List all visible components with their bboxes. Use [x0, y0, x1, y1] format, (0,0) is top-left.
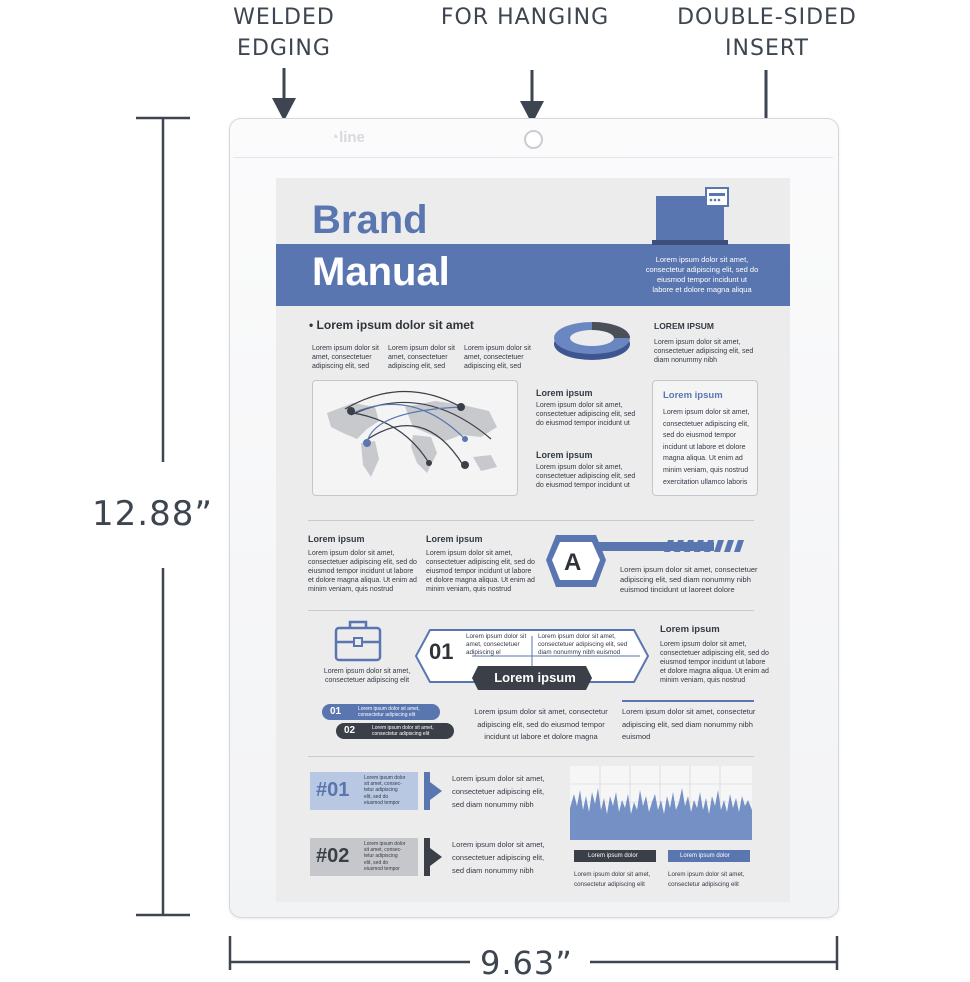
pill-text: [358, 706, 420, 718]
text-line: do eiusmod tempor incidunt ut: [536, 420, 630, 427]
panel-heading: Lorem ipsum: [663, 390, 723, 401]
text-line: magna aliqua. Ut enim ad: [663, 455, 743, 463]
text-line: adipiscing elit, sed diam nonummy nibh: [622, 719, 753, 729]
text-line: consectetur adipiscing elit: [372, 731, 430, 737]
mid-block-heading: Lorem ipsum: [536, 388, 593, 398]
text-line: Lorem ipsum dolor sit amet,: [536, 402, 623, 409]
text-line: Lorem ipsum dolor sit amet,: [426, 550, 513, 557]
text-line: sed diam nonummy nibh: [452, 866, 534, 875]
accent-rule: [622, 700, 754, 702]
row5-right: [622, 706, 762, 744]
text-line: Lorem ipsum dolor sit amet,: [655, 255, 749, 264]
laptop-icon: [652, 186, 732, 246]
row4-right-body: [660, 640, 772, 685]
text-line: elit, sed do: [364, 793, 389, 800]
numbered-pointer-2: [424, 838, 446, 878]
text-line: consectetuer adipiscing elit, sed do: [660, 650, 769, 657]
text-line: sit amet, consec-: [364, 781, 402, 788]
for-hanging-callout: FOR HANGING: [440, 5, 610, 30]
text-line: adipiscing elit, sed do eiusmod tempor: [477, 719, 605, 729]
text-line: Lorem ipsum dolor sit amet, consectetuer: [620, 565, 758, 574]
text-line: adipiscing elit, sed: [464, 363, 522, 370]
row3-body: [308, 549, 420, 594]
text-line: consectetuer adipiscing elit, sed: [536, 411, 636, 418]
mid-block-body: [536, 463, 646, 490]
text-line: adipiscing elit, sed diam nonummy nibh: [620, 575, 751, 584]
text-line: Lorem ipsum dolor sit amet,: [654, 339, 741, 346]
text-line: Lorem ipsum dolor sit: [464, 345, 531, 352]
legend-swatch-dark: [574, 850, 656, 862]
text-line: diam nonummy nibh: [654, 357, 718, 364]
mid-block-body: [536, 401, 646, 428]
numbered-box-1: [310, 772, 418, 810]
text-line: tetur adipiscing: [364, 787, 398, 794]
text-line: Lorem ipsum dolor sit: [312, 345, 379, 352]
text-line: Lorem ipsum dolor sit amet, consectetur: [474, 707, 608, 716]
step-text-b: [538, 633, 644, 657]
divider: [308, 756, 754, 757]
mid-block-1: [536, 388, 646, 428]
numbered-side-text: [364, 775, 405, 806]
numbered-box-2: [310, 838, 418, 876]
text-line: Lorem ipsum dolor sit amet,: [668, 871, 745, 878]
sleeve-logo: [330, 129, 365, 146]
text-line: Lorem ipsum dolor sit amet,: [660, 641, 747, 648]
text-line: consectetuer adipiscing elit, sed do: [308, 559, 417, 566]
text-line: Lorem ipsum dolor sit: [466, 633, 527, 640]
title-line-1: Brand: [312, 198, 428, 242]
pill-2: [336, 723, 454, 739]
text-line: eiusmod tempor incidunt ut labore: [660, 659, 766, 666]
text-line: et dolore magna aliqua. Ut enim ad: [426, 577, 535, 584]
row3-block-1: [308, 534, 420, 594]
numbered-body-2: [452, 838, 545, 877]
row3-heading: Lorem ipsum: [426, 534, 483, 544]
text-line: minim veniam, quis nostrud: [308, 586, 394, 593]
text-line: adipiscing elit, sed: [388, 363, 446, 370]
logo-text: line: [339, 129, 365, 146]
legend-label: Lorem ipsum dolor: [680, 853, 730, 859]
text-line: consectetuer adipiscing elit, sed: [536, 473, 636, 480]
map-panel: [312, 380, 518, 496]
text-line: euismod tincidunt ut laoreet dolore: [620, 585, 735, 594]
text-line: sed diam nonummy nibh: [452, 800, 534, 809]
row4-right-block: [660, 624, 772, 685]
text-line: exercitation ullamco laboris: [663, 478, 748, 486]
text-line: Lorem ipsum dolor sit: [388, 345, 455, 352]
text-line: amet, consectetuer: [466, 641, 520, 648]
logo-mark-icon: ◔: [330, 129, 340, 146]
section1-heading: [309, 318, 474, 332]
text-line: consectetur adipiscing elit, sed do: [645, 265, 759, 274]
row3-body: [426, 549, 538, 594]
text-line: sed do eiusmod tempor: [663, 432, 737, 440]
callout-line: WELDED: [233, 5, 335, 30]
waveform-chart-icon: [570, 766, 752, 840]
briefcase-icon: [332, 618, 384, 662]
width-dimension-label: 9.63”: [480, 944, 573, 982]
text-line: Lorem ipsum dolor: [364, 841, 406, 847]
numbered-label: #01: [316, 779, 350, 801]
right-body: [654, 338, 764, 365]
step-label: Lorem ipsum: [494, 670, 576, 685]
text-line: labore et dolore magna aliqua: [652, 285, 752, 294]
text-line: minim veniam, quis nostrud: [426, 586, 512, 593]
text-line: Lorem ipsum dolor sit amet,: [452, 774, 545, 783]
text-line: Lorem ipsum dolor: [364, 775, 406, 781]
text-line: et dolore magna aliqua. Ut enim ad: [308, 577, 417, 584]
section1-heading-text: Lorem ipsum dolor sit amet: [316, 318, 474, 332]
insert-sheet: [276, 178, 790, 902]
text-line: eiusmod tempor: [364, 799, 400, 806]
header-body: [627, 255, 777, 295]
divider: [308, 610, 754, 611]
text-line: consectetur adipiscing elit: [668, 881, 739, 888]
legend-body-1: [574, 870, 664, 890]
text-line: Lorem ipsum dolor sit amet,: [663, 409, 750, 416]
text-line: eiusmod tempor incidunt ut labore: [308, 568, 414, 575]
weld-seam: [233, 157, 833, 158]
legend-swatch-blue: [668, 850, 750, 862]
text-line: adipiscing el: [466, 649, 501, 656]
callout-line: EDGING: [237, 36, 331, 61]
text-line: consectetuer adipiscing elit, sed: [654, 348, 754, 355]
row3-block-2: [426, 534, 538, 594]
text-line: Lorem ipsum dolor sit amet,: [358, 706, 420, 712]
text-line: Lorem ipsum dolor sit amet, consectetur: [622, 707, 756, 716]
text-line: Lorem ipsum dolor sit amet,: [536, 464, 623, 471]
text-line: incidunt ut labore et dolore magna: [484, 732, 598, 741]
text-line: adipiscing elit, sed: [312, 363, 370, 370]
briefcase-text: [322, 667, 412, 685]
badge-text: [620, 565, 770, 595]
text-line: Lorem ipsum dolor sit amet,: [372, 725, 434, 731]
mid-block-heading: Lorem ipsum: [536, 450, 593, 460]
text-line: eiusmod tempor incidunt ut labore: [426, 568, 532, 575]
numbered-body-1: [452, 772, 545, 811]
text-line: minim veniam, quis nostrud: [660, 677, 746, 684]
pill-number: 02: [344, 725, 356, 736]
callout-line: DOUBLE-SIDED: [677, 5, 857, 30]
row4-right-heading: Lorem ipsum: [660, 624, 720, 635]
numbered-label: #02: [316, 845, 350, 867]
text-line: eiusmod tempor incidunt ut: [656, 275, 748, 284]
text-line: consectetur adipiscing elit: [574, 881, 645, 888]
divider: [308, 520, 754, 521]
numbered-side-text: [364, 841, 405, 872]
text-line: amet, consectetuer: [312, 354, 372, 361]
step-text-a: [466, 633, 532, 657]
callout-line: INSERT: [725, 36, 809, 61]
text-line: Lorem ipsum dolor sit amet,: [574, 871, 651, 878]
text-line: incidunt ut labore et dolore: [663, 443, 746, 451]
badge-letter: A: [564, 549, 582, 576]
text-line: tetur adipiscing: [364, 853, 398, 860]
numbered-pointer-1: [424, 772, 446, 812]
text-panel: [652, 380, 758, 496]
text-line: et dolore magna aliqua. Ut enim ad: [660, 668, 769, 675]
text-line: elit, sed do: [364, 859, 389, 866]
text-line: amet, consectetuer: [464, 354, 524, 361]
legend-label: Lorem ipsum dolor: [588, 853, 638, 859]
text-line: consectetuer adipiscing elit: [324, 677, 410, 684]
hanging-hole: [524, 130, 543, 149]
height-dimension-label: 12.88”: [92, 494, 213, 534]
row3-heading: Lorem ipsum: [308, 534, 365, 544]
text-line: Lorem ipsum dolor sit amet,: [308, 550, 395, 557]
bullet-icon: •: [309, 318, 314, 332]
text-line: diam nonummy nibh euismod: [538, 649, 621, 656]
mid-block-2: [536, 450, 646, 490]
title-line-2: Manual: [312, 250, 450, 294]
legend-body-2: [668, 870, 758, 890]
text-line: consectetur adipiscing elit: [358, 712, 416, 718]
world-map-icon: [313, 381, 517, 495]
text-line: consectetuer adipiscing elit, sed: [538, 641, 628, 648]
text-line: consectetuer adipiscing elit, sed do: [426, 559, 535, 566]
pill-text: [372, 725, 434, 737]
text-line: Lorem ipsum dolor sit amet,: [323, 668, 411, 675]
panel-body: [663, 407, 749, 488]
text-line: eiusmod tempor: [364, 865, 400, 872]
text-line: do eiusmod tempor incidunt ut: [536, 482, 630, 489]
text-line: consectetuer adipiscing elit,: [452, 787, 545, 796]
pill-number: 01: [330, 706, 342, 717]
text-line: Lorem ipsum dolor sit amet,: [538, 633, 616, 640]
text-line: euismod: [622, 732, 651, 741]
ring-chart-icon: [552, 320, 632, 370]
section1-col-1: [312, 344, 382, 371]
section1-col-3: [464, 344, 534, 371]
text-line: minim veniam, quis nostrud: [663, 466, 749, 474]
section1-col-2: [388, 344, 458, 371]
step-number: 01: [429, 639, 454, 664]
right-heading: LOREM IPSUM: [654, 321, 714, 331]
text-line: sit amet, consec-: [364, 847, 402, 854]
pill-1: [322, 704, 440, 720]
text-line: amet, consectetuer: [388, 354, 448, 361]
text-line: Lorem ipsum dolor sit amet,: [452, 840, 545, 849]
text-line: consectetuer adipiscing elit,: [663, 420, 749, 428]
text-line: consectetuer adipiscing elit,: [452, 853, 545, 862]
row5-center: [466, 706, 616, 744]
